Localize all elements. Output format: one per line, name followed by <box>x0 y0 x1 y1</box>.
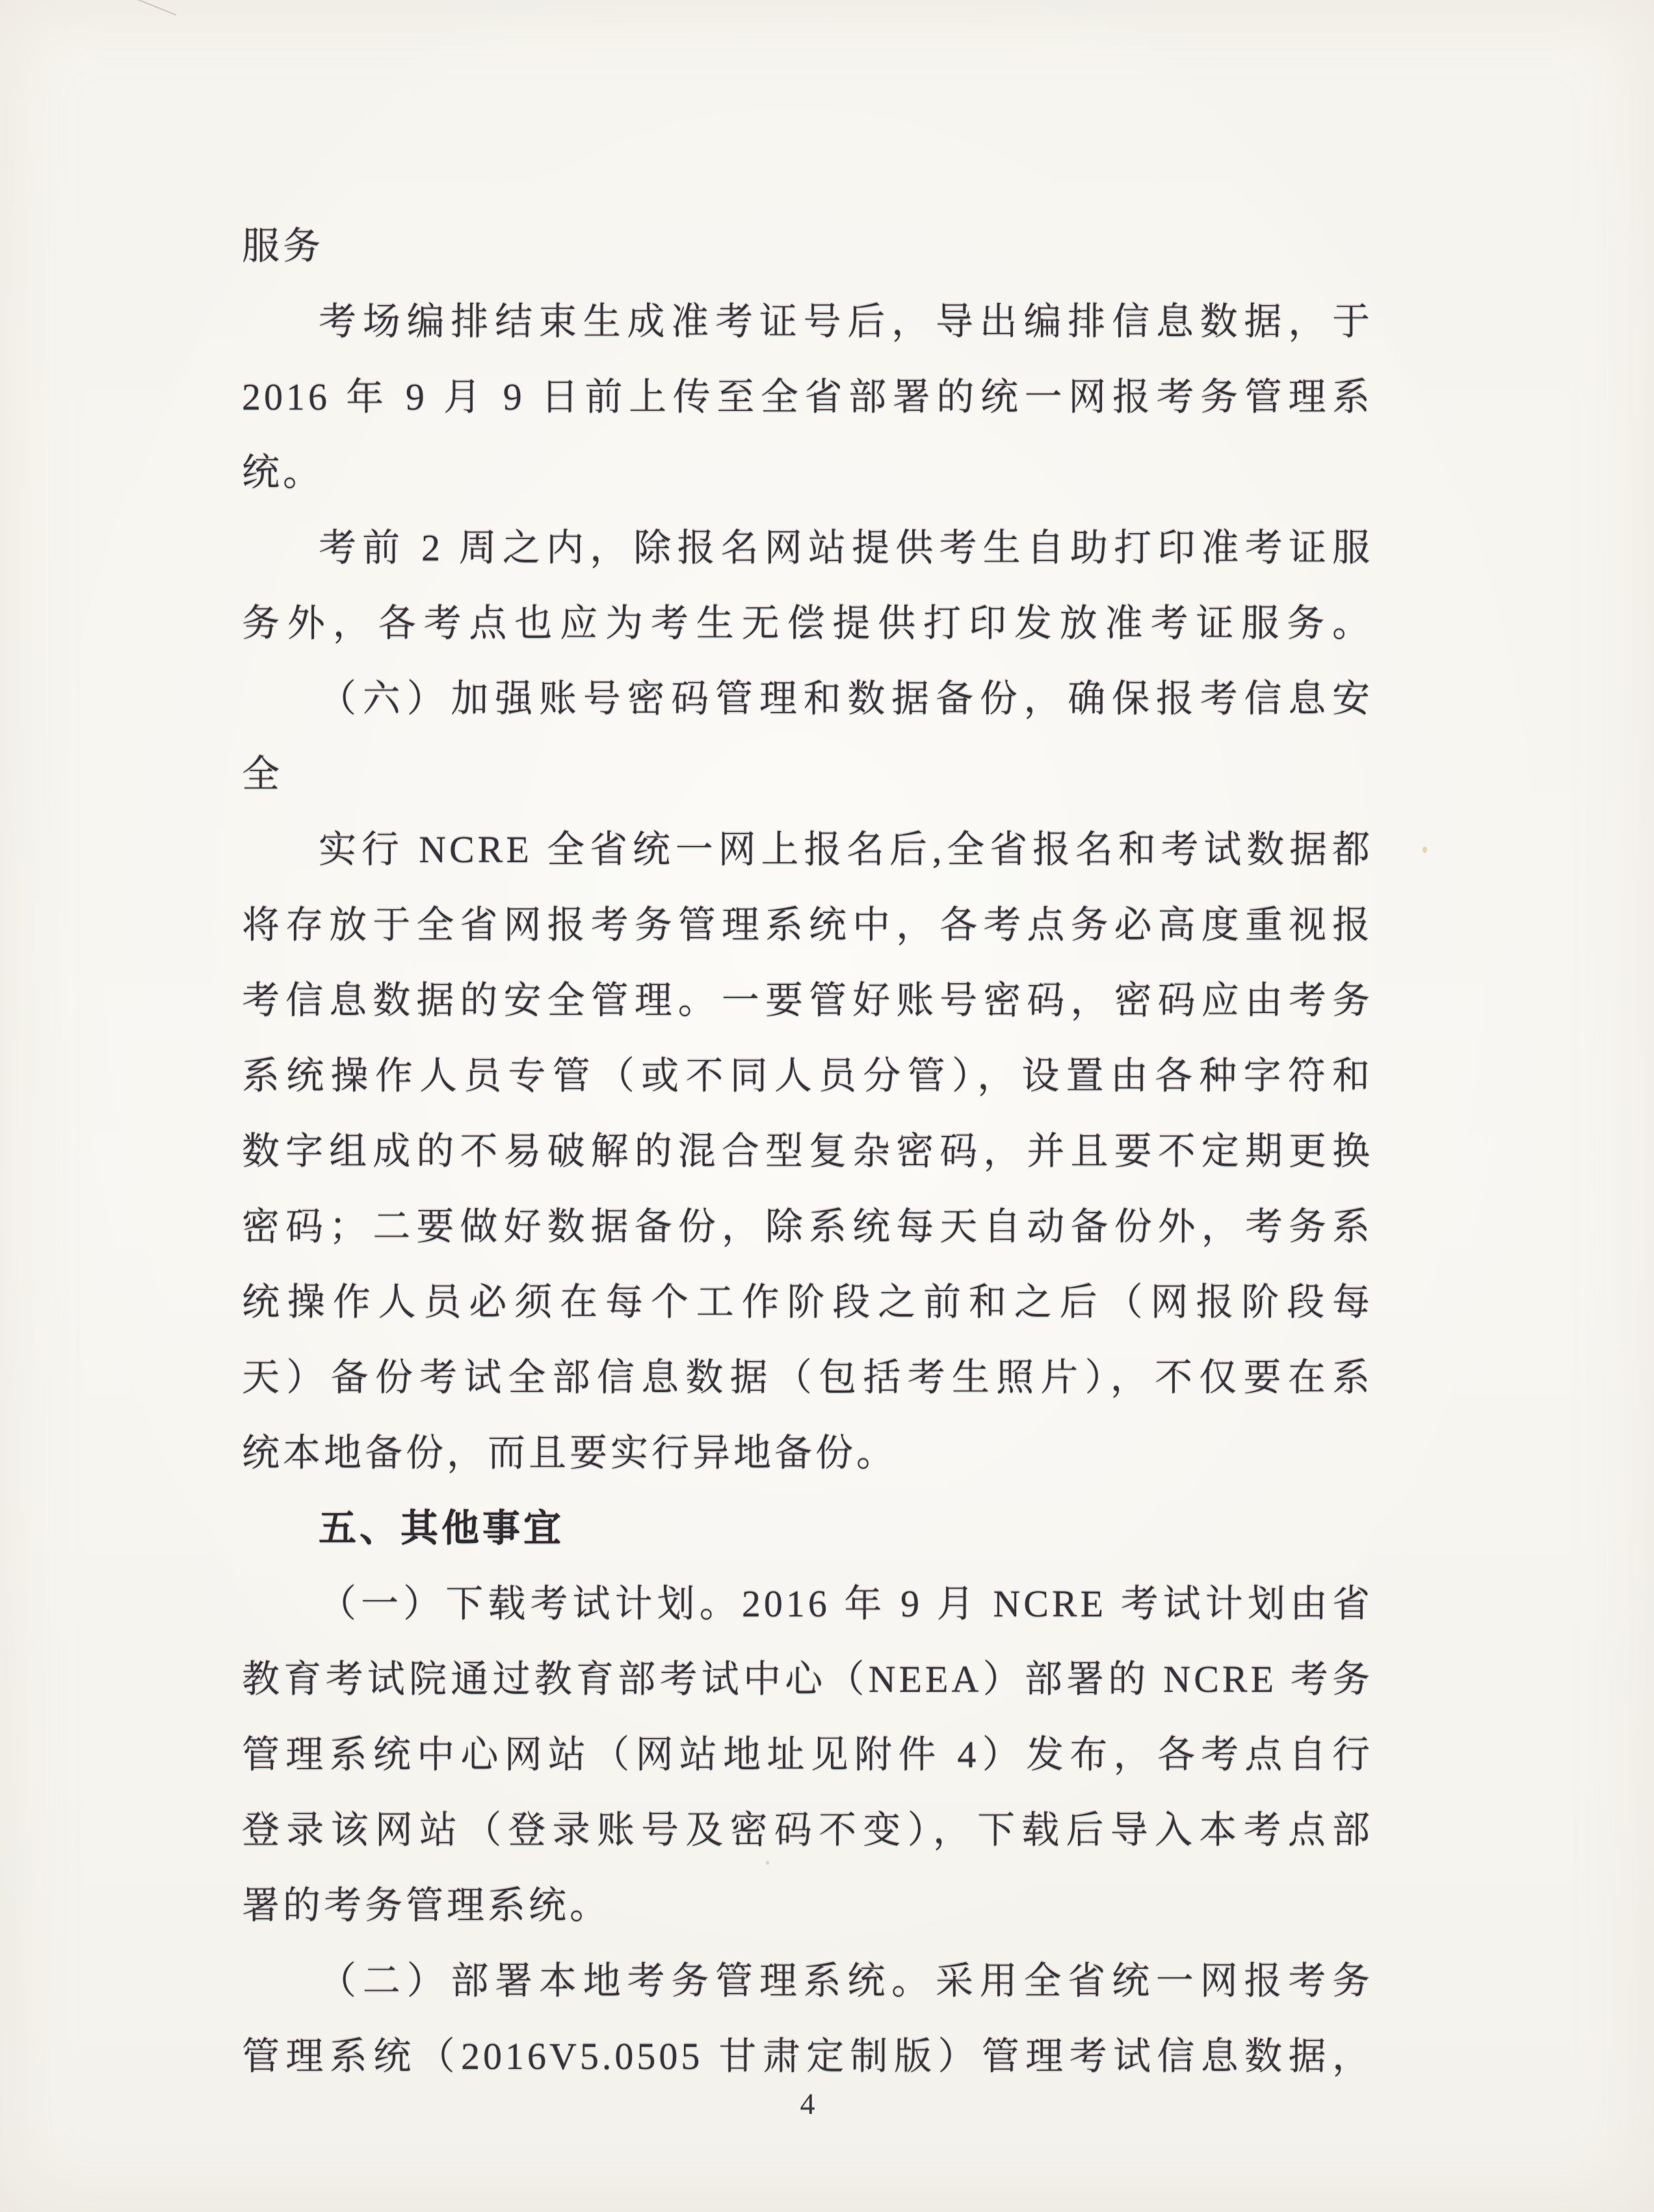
section-heading: 五、其他事宜 <box>319 1507 565 1549</box>
text-line: 全 <box>242 753 283 795</box>
page-number: 4 <box>800 2087 815 2120</box>
text-line: 2016 年 9 月 9 日前上传至全省部署的统一网报考务管理系 <box>242 376 1373 418</box>
text-line: 务外，各考点也应为考生无偿提供打印发放准考证服务。 <box>242 602 1373 644</box>
text-line: 实行 NCRE 全省统一网上报名后,全省报名和考试数据都 <box>319 828 1373 871</box>
text-line: 服务 <box>242 225 324 267</box>
text-line: 管理系统（2016V5.0505 甘肃定制版）管理考试信息数据， <box>242 2035 1373 2077</box>
text-line: 教育考试院通过教育部考试中心（NEEA）部署的 NCRE 考务 <box>242 1658 1373 1700</box>
text-line: 考场编排结束生成准考证号后，导出编排信息数据，于 <box>319 300 1373 343</box>
text-line: 管理系统中心网站（网站地址见附件 4）发布，各考点自行 <box>242 1733 1373 1776</box>
text-line: 统操作人员必须在每个工作阶段之前和之后（网报阶段每 <box>242 1281 1373 1323</box>
scan-speck <box>1423 847 1427 853</box>
text-line: （一）下载考试计划。2016 年 9 月 NCRE 考试计划由省 <box>319 1583 1373 1625</box>
text-line: （二）部署本地考务管理系统。采用全省统一网报考务 <box>319 1960 1373 2002</box>
text-line: 天）备份考试全部信息数据（包括考生照片），不仅要在系 <box>242 1356 1373 1399</box>
text-line: 将存放于全省网报考务管理系统中，各考点务必高度重视报 <box>242 904 1373 946</box>
text-line: 系统操作人员专管（或不同人员分管），设置由各种字符和 <box>242 1055 1373 1097</box>
text-column <box>242 209 1373 2094</box>
text-line: 署的考务管理系统。 <box>242 1884 611 1927</box>
text-line: 考前 2 周之内，除报名网站提供考生自助打印准考证服 <box>319 527 1373 569</box>
text-line: 统。 <box>242 451 324 494</box>
text-line: 考信息数据的安全管理。一要管好账号密码，密码应由考务 <box>242 979 1373 1021</box>
text-line: 数字组成的不易破解的混合型复杂密码，并且要不定期更换 <box>242 1130 1373 1172</box>
scan-scratch-artifact <box>124 0 176 16</box>
text-line: 统本地备份，而且要实行异地备份。 <box>242 1432 898 1474</box>
text-line: 密码；二要做好数据备份，除系统每天自动备份外，考务系 <box>242 1205 1373 1248</box>
text-line: 登录该网站（登录账号及密码不变），下载后导入本考点部 <box>242 1809 1373 1851</box>
text-line: （六）加强账号密码管理和数据备份，确保报考信息安 <box>319 678 1373 720</box>
